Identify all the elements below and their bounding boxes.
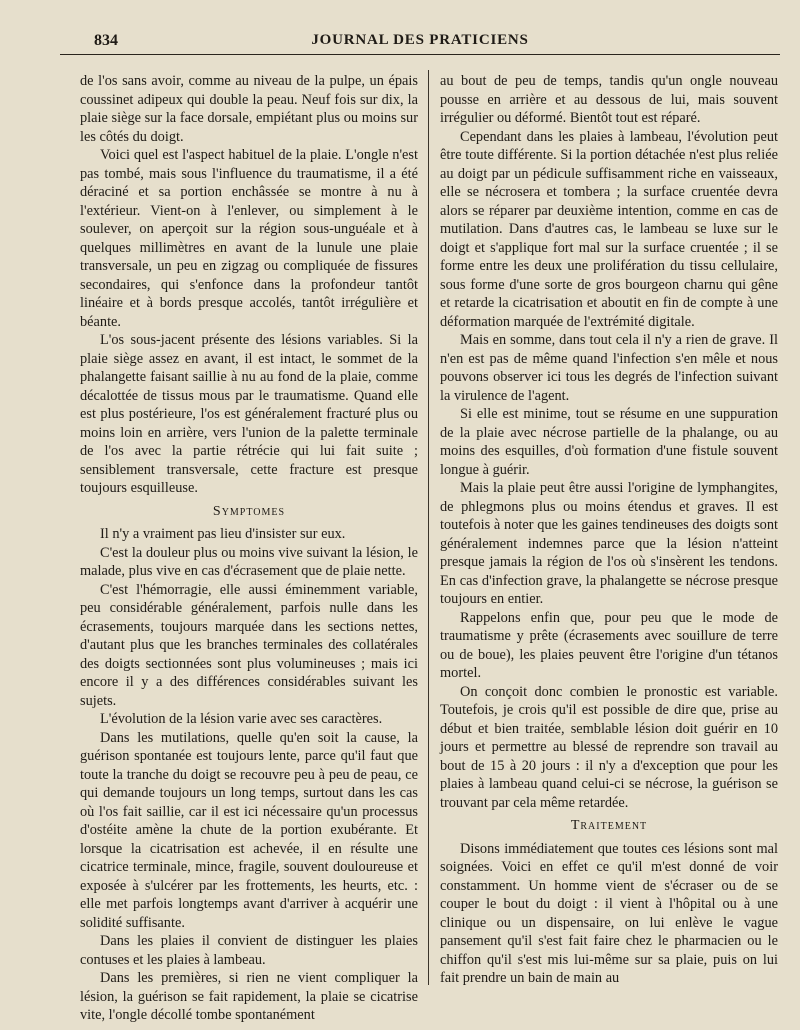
column-divider: [428, 70, 429, 985]
paragraph: C'est la douleur plus ou moins vive suivant la lésion, le malade, plus vive en cas d'écrasement que de plaie nette.: [80, 544, 418, 579]
paragraph: Dans les premières, si rien ne vient compliquer la lésion, la guérison se fait rapidement, la plaie se cicatrise vite, l'ongle décollé tombe spontanément: [80, 970, 418, 1023]
section-heading-traitement: Traitement: [570, 818, 648, 833]
paragraph: Dans les plaies il convient de distinguer les plaies contuses et les plaies à lambeau.: [80, 933, 418, 968]
paragraph: Rappelons enfin que, pour peu que le mode de traumatisme y prête (écrasements avec souillure de terre ou de boue), les plaies peuvent être l'origine d'un tétanos mortel.: [440, 609, 778, 681]
paragraph: C'est l'hémorragie, elle aussi éminemment variable, peu considérable généralement, parfois nulle dans les écrasements, toujours marquée dans les sections nettes, d'autant plus que les branches terminales des collatérales des doigts sectionnées sont plus volumineuses ; mais ici encore il y a des différences considérables suivant les sujets.: [80, 581, 418, 709]
page-number: 834: [94, 32, 118, 49]
right-column: [440, 72, 778, 988]
paragraph: Mais la plaie peut être aussi l'origine de lymphangites, de phlegmons plus ou moins étendus et graves. Il est toutefois à noter que les gaines tendineuses des doigts sont généralement indemnes parce que la lésion n'atteint presque jamais la région de l'os où s'insèrent les tendons. En cas d'infection grave, la phalangette se nécrose presque toujours en entier.: [440, 480, 778, 607]
paragraph: Disons immédiatement que toutes ces lésions sont mal soignées. Voici en effet ce qu'il m'est donné de voir constamment. Un homme vient de s'écraser ou de se couper le bout du doigt : il vient à l'hôpital ou à une clinique ou un dispensaire, on lui enlève le vague pansement qu'il s'est fait faire chez le pharmacien ou le chiffon qu'il s'est mis lui-même sur sa plaie, puis on lui fait prendre un bain de main au: [440, 840, 778, 986]
paragraph: de l'os sans avoir, comme au niveau de la pulpe, un épais coussinet adipeux qui double la peau. Neuf fois sur dix, la plaie siège sur la face dorsale, empiétant plus ou moins sur les côtés du doigt.: [80, 73, 418, 145]
paragraph: Dans les mutilations, quelle qu'en soit la cause, la guérison spontanée est toujours lente, parce qu'il faut que toute la tranche du doigt se recouvre peu à peu de peau, ce qui demande toujours un long temps, surtout dans les cas où l'os fait saillie, car il est ici nécessaire qu'un processus d'ostéite amène la chute de la portion exubérante. Et lorsque la cicatrisation est achevée, il en résulte une cicatrice terminale, mince, fragile, souvent douloureuse et exposée à s'ulcérer par les frottements, les heurts, etc. : elle met parfois longtemps avant d'arriver à acquérir une solidité suffisante.: [80, 729, 418, 931]
left-column: [80, 72, 418, 1025]
paragraph: Si elle est minime, tout se résume en une suppuration de la plaie avec nécrose partielle de la phalange, ou au moins des esquilles, d'où formation d'une fistule souvent longue à guérir.: [440, 406, 778, 478]
paragraph: Mais en somme, dans tout cela il n'y a rien de grave. Il n'en est pas de même quand l'infection s'en mêle et nous pouvons observer ici tous les degrés de l'infection suivant la virulence de l'agent.: [440, 332, 778, 404]
paragraph: On conçoit donc combien le pronostic est variable. Toutefois, je crois qu'il est possible de dire que, prise au début et bien traitée, semblable lésion doit guérir en 10 jours et permettre au blessé de reprendre son travail au bout de 15 à 20 jours : il n'y a d'exception que pour les plaies à lambeau quand celui-ci se nécrose, la guérison se trouvant par cela même retardée.: [440, 683, 778, 811]
page-header: [60, 32, 780, 55]
section-heading-symptomes: Symptomes: [212, 503, 286, 519]
paragraph: Il n'y a vraiment pas lieu d'insister sur eux.: [100, 526, 346, 542]
paragraph: Cependant dans les plaies à lambeau, l'évolution peut être toute différente. Si la portion détachée n'est plus reliée au doigt par un pédicule suffisamment riche en vaisseaux, elle se nécrosera et tombera ; la surface cruentée devra alors se réparer par deuxième intention, comme en cas de mutilation. Dans d'autres cas, le lambeau se luxe sur le doigt et s'applique fort mal sur la surface cruentée ; il se forme entre les deux une prolifération du tissu cellulaire, sous forme d'une sorte de gros bourgeon charnu qui gêne et retarde la cicatrisation et aboutit en fin de compte à une déformation marquée de l'extrémité digitale.: [440, 128, 778, 330]
paragraph: L'os sous-jacent présente des lésions variables. Si la plaie siège assez en avant, il est intact, le sommet de la phalangette faisant saillie à nu au fond de la plaie, comme décalottée de tissus mous par le traumatisme. Quand elle est plus postérieure, l'os est généralement fracturé plus ou moins loin en arrière, vers l'union de la palette terminale de l'os avec la partie rétrécie qui lui fait suite ; sensiblement transversale, cette fracture est presque toujours esquilleuse.: [80, 332, 418, 496]
running-title: JOURNAL DES PRATICIENS: [311, 32, 529, 48]
paragraph: Voici quel est l'aspect habituel de la plaie. L'ongle n'est pas tombé, mais sous l'influence du traumatisme, il a été déraciné et sa portion enchâssée se montre à nu à l'extérieur. Vient-on à l'enlever, ou simplement à le soulever, on aperçoit sur la région sous-unguéale et à quelques millimètres en avant de la lunule une plaie transversale, un peu en zigzag ou compliquée de fissures secondaires, qui s'enfonce dans la profondeur tantôt linéaire et à bords presque accolés, tantôt irrégulière et béante.: [80, 147, 418, 330]
paragraph: au bout de peu de temps, tandis qu'un ongle nouveau pousse en arrière et au dessous de lui, mais souvent irrégulier ou déformé. Bientôt tout est réparé.: [440, 73, 778, 126]
paragraph: L'évolution de la lésion varie avec ses caractères.: [100, 711, 383, 727]
